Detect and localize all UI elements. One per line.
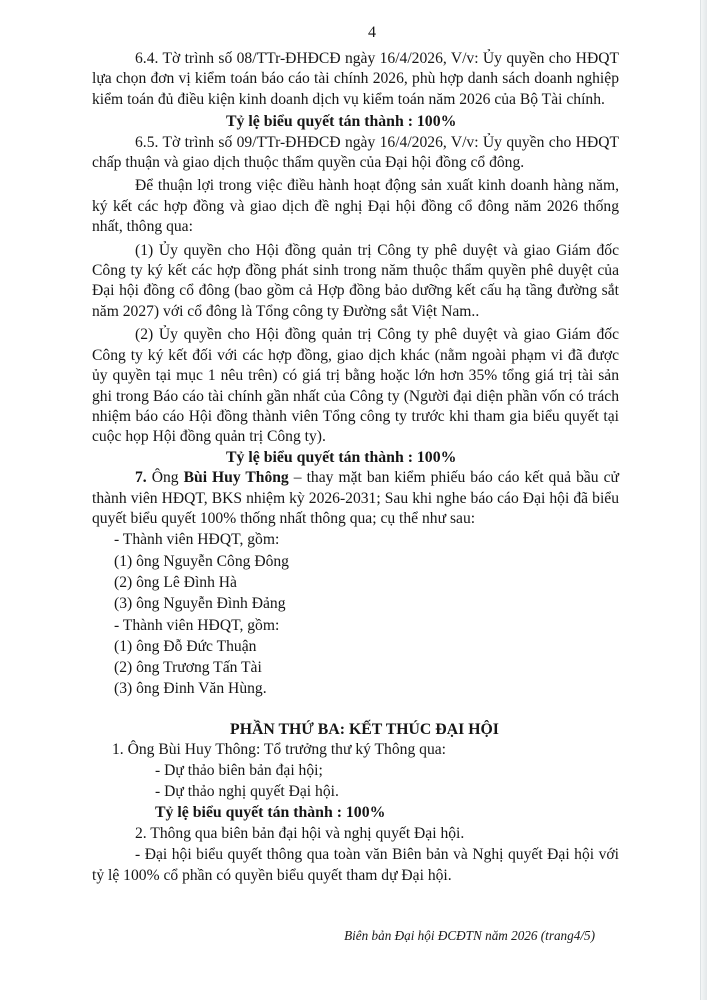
list-item: (1) ông Đỗ Đức Thuận — [114, 637, 257, 655]
section-6-4 — [92, 49, 619, 133]
part-3-item-2-detail: - Đại hội biểu quyết thông qua toàn văn Biên bản và Nghị quyết Đại hội với tỷ lệ 100% cổ phần có quyền biểu quyết tham dự Đại hội. — [92, 845, 619, 884]
section-6-5-item-1: (1) Ủy quyền cho Hội đồng quản trị Công ty phê duyệt và giao Giám đốc Công ty ký kết các hợp đồng phát sinh trong năm thuộc thẩm quyền phê duyệt của Đại hội đồng cổ đông (bao gồm cả Hợp đồng bảo dưỡng kết cấu hạ tầng đường sắt năm 2027) với cổ đông là Tổng công ty Đường sắt Việt Nam.. — [92, 241, 619, 320]
section-7-text — [92, 468, 619, 529]
section-6-5-intro: Để thuận lợi trong việc điều hành hoạt động sản xuất kinh doanh hàng năm, ký kết các hợp đồng và giao dịch đề nghị Đại hội đồng cổ đông năm 2026 thống nhất, thông qua: — [92, 177, 619, 236]
list-item: (3) ông Đinh Văn Hùng. — [114, 680, 267, 698]
part-3-item-1-sub: - Dự thảo nghị quyết Đại hội. — [155, 782, 339, 800]
list-item: (3) ông Nguyễn Đình Đảng — [114, 595, 286, 613]
group-2-label: - Thành viên HĐQT, gồm: — [114, 616, 280, 634]
part-3-title: PHẦN THỨ BA: KẾT THÚC ĐẠI HỘI — [230, 720, 499, 738]
part-3 — [92, 720, 619, 886]
page-number: 4 — [368, 24, 376, 41]
group-1-label: - Thành viên HĐQT, gồm: — [114, 531, 280, 549]
page-edge-strip — [700, 0, 707, 1000]
section-7-name: Bùi Huy Thông — [183, 469, 289, 487]
document-body — [92, 49, 619, 886]
section-6-4-text: 6.4. Tờ trình số 08/TTr-ĐHĐCĐ ngày 16/4/2026, V/v: Ủy quyền cho HĐQT lựa chọn đơn vị kiểm toán báo cáo tài chính 2026, phù hợp danh sách doanh nghiệp kiểm toán đủ điều kiện kinh doanh dịch vụ kiểm toán năm 2026 của Bộ Tài chính. — [92, 50, 619, 108]
part-3-vote: Tỷ lệ biểu quyết tán thành : 100% — [155, 803, 386, 821]
section-7 — [92, 468, 619, 700]
section-7-body: – thay mặt ban kiểm phiếu báo cáo kết quả bầu cử thành viên HĐQT, BKS nhiệm kỳ 2026-2031; Sau khi nghe báo cáo Đại hội đã biểu quyết biểu quyết 100% thống nhất thông qua; cụ thể như sau: — [92, 469, 619, 527]
section-6-5-vote: Tỷ lệ biểu quyết tán thành : 100% — [226, 448, 457, 466]
section-6-5-item-2: (2) Ủy quyền cho Hội đồng quản trị Công ty phê duyệt và giao Giám đốc Công ty ký kết đối với các hợp đồng, giao dịch khác (nằm ngoài phạm vi đã được ủy quyền tại mục 1 nêu trên) có giá trị bằng hoặc lớn hơn 35% tổng giá trị tài sản ghi trong Báo cáo tài chính gần nhất của Công ty (Người đại diện phần vốn có trách nhiệm báo cáo Hội đồng thành viên Tổng công ty trước khi tham gia biểu quyết tại cuộc họp Hội đồng quản trị Công ty). — [92, 326, 619, 446]
list-item: (2) ông Lê Đình Hà — [114, 573, 237, 591]
list-item: (2) ông Trương Tấn Tài — [114, 659, 262, 677]
part-3-item-1: 1. Ông Bùi Huy Thông: Tổ trưởng thư ký Thông qua: — [112, 741, 446, 759]
part-3-item-2: 2. Thông qua biên bản đại hội và nghị quyết Đại hội. — [135, 824, 465, 842]
section-7-number: 7. — [135, 469, 147, 487]
page-footer: Biên bản Đại hội ĐCĐTN năm 2026 (trang4/5) — [344, 928, 595, 943]
section-6-5-text: 6.5. Tờ trình số 09/TTr-ĐHĐCĐ ngày 16/4/2026, V/v: Ủy quyền cho HĐQT chấp thuận và giao dịch thuộc thẩm quyền của Đại hội đồng cổ đông. — [92, 133, 619, 172]
section-6-5 — [92, 133, 619, 469]
list-item: (1) ông Nguyễn Công Đông — [114, 552, 289, 570]
part-3-item-1-sub: - Dự thảo biên bản đại hội; — [155, 761, 323, 779]
section-7-prefix: Ông — [151, 469, 179, 487]
member-list — [92, 529, 619, 699]
section-6-4-vote: Tỷ lệ biểu quyết tán thành : 100% — [226, 113, 457, 131]
